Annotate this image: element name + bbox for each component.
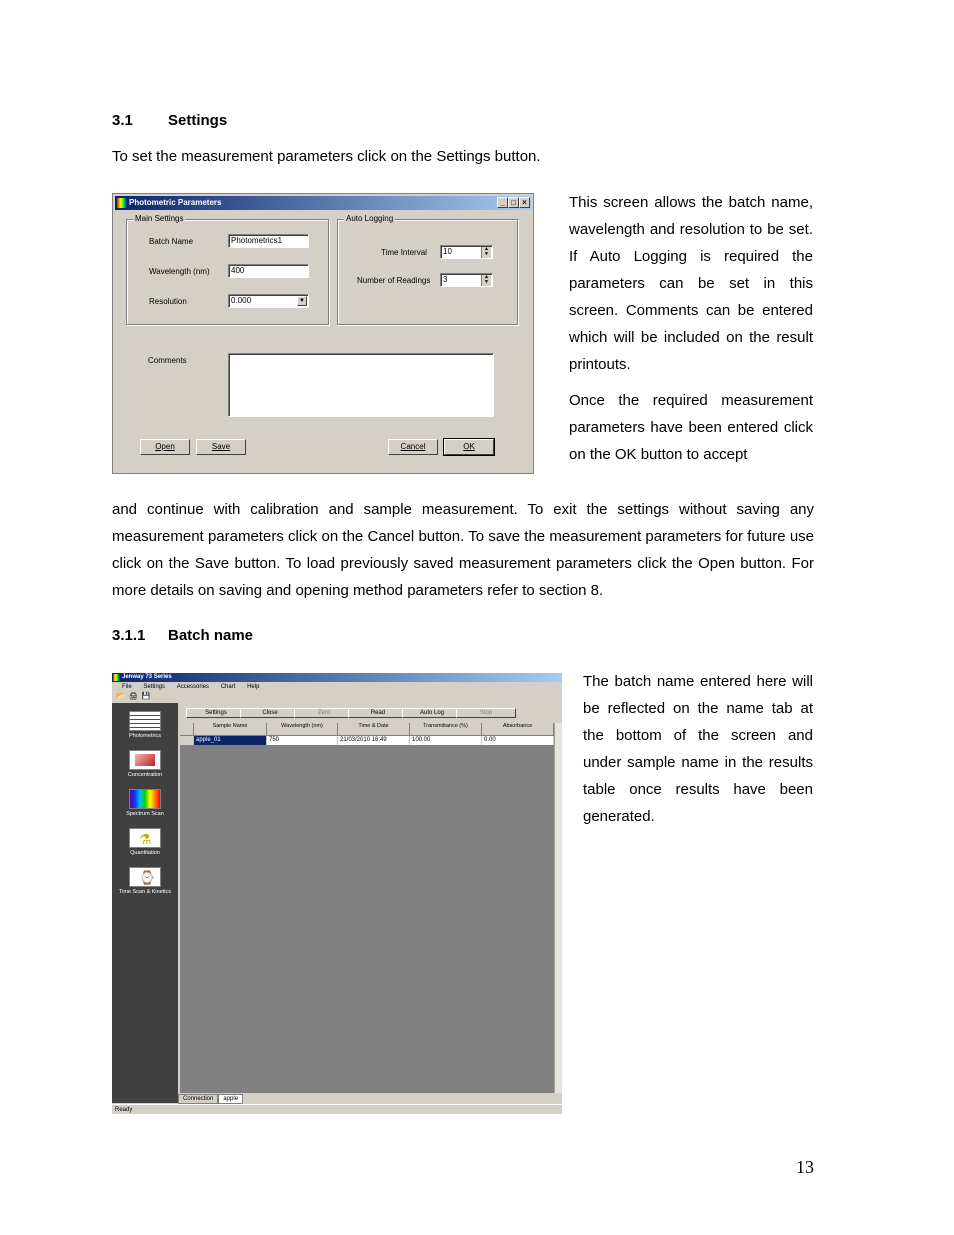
app-title-bar xyxy=(112,673,562,682)
app-title: Jenway 73 Series xyxy=(122,674,172,680)
time-scan-icon xyxy=(129,867,161,887)
time-interval-value: 10 xyxy=(443,247,452,256)
sidebar-item-label: Quantitation xyxy=(130,850,160,856)
close-button[interactable]: × xyxy=(519,197,530,208)
auto-logging-group xyxy=(337,214,518,325)
menu-accessories[interactable]: Accessories xyxy=(176,684,210,690)
sidebar-item-label: Concentration xyxy=(127,772,163,778)
concentration-icon xyxy=(129,750,161,770)
minimize-button[interactable]: _ xyxy=(497,197,508,208)
subsection-heading xyxy=(112,627,253,644)
batch-name-label: Batch Name xyxy=(149,237,194,246)
comments-textarea[interactable] xyxy=(228,353,494,417)
app-icon xyxy=(117,198,127,208)
column-header[interactable]: Wavelength (nm) xyxy=(267,723,338,736)
auto-logging-label: Auto Logging xyxy=(346,214,394,223)
toolbar-icons[interactable]: 📂🖨💾 xyxy=(116,693,155,700)
tab-batch[interactable]: apple xyxy=(218,1094,243,1104)
section-title: Settings xyxy=(168,112,228,129)
column-header[interactable]: Transmittance (%) xyxy=(410,723,482,736)
mode-sidebar xyxy=(112,703,178,1103)
dialog-title-bar xyxy=(115,196,531,210)
spin-arrows-icon[interactable]: ▲ ▼ xyxy=(481,275,491,286)
table-cell[interactable]: 21/03/2010 16:49 xyxy=(338,736,410,745)
sidebar-item-label: Time Scan & Kinetics xyxy=(118,889,172,895)
open-button[interactable]: Open xyxy=(140,439,190,455)
cancel-button[interactable]: Cancel xyxy=(388,439,438,455)
section-number: 3.1 xyxy=(112,112,133,129)
section-heading xyxy=(112,112,227,129)
results-table xyxy=(180,723,554,1093)
column-header[interactable]: Sample Name xyxy=(194,723,267,736)
table-cell[interactable]: apple_01 xyxy=(194,736,267,745)
table-cell[interactable]: 750 xyxy=(267,736,338,745)
read-button[interactable]: Read xyxy=(348,708,408,718)
photometric-parameters-dialog xyxy=(112,193,534,474)
menu-file[interactable]: File xyxy=(122,684,132,690)
sidebar-item-time-scan[interactable] xyxy=(112,867,178,895)
dialog-title: Photometric Parameters xyxy=(129,198,222,207)
batch-name-description: The batch name entered here will be reflected on the name tab at the bottom of the screen and under sample name in the results table once results have been generated. xyxy=(583,673,813,825)
subsection-number: 3.1.1 xyxy=(112,627,146,644)
menu-help[interactable]: Help xyxy=(247,684,260,690)
sidebar-item-label: Photometrics xyxy=(128,733,162,739)
sidebar-item-label: Spectrum Scan xyxy=(126,811,164,817)
row-header-cell xyxy=(180,736,194,745)
spectrum-scan-icon xyxy=(129,789,161,809)
quantitation-icon xyxy=(129,828,161,848)
time-interval-stepper[interactable] xyxy=(440,245,493,259)
vertical-scrollbar[interactable] xyxy=(554,723,562,1093)
save-button[interactable]: Save xyxy=(196,439,246,455)
comments-label: Comments xyxy=(148,356,187,365)
sidebar-item-concentration[interactable] xyxy=(112,750,178,778)
batch-name-input[interactable]: Photometrics1 xyxy=(228,234,309,248)
column-header[interactable]: Time & Date xyxy=(338,723,410,736)
status-bar: Ready xyxy=(112,1104,562,1114)
subsection-title: Batch name xyxy=(168,627,254,644)
ok-button[interactable]: OK xyxy=(444,439,494,455)
menu-settings[interactable]: Settings xyxy=(143,684,166,690)
wavelength-input[interactable]: 400 xyxy=(228,264,309,278)
number-of-readings-label: Number of Readings xyxy=(357,276,431,285)
time-interval-label: Time Interval xyxy=(381,248,427,257)
resolution-select[interactable] xyxy=(228,294,309,308)
bottom-tabs xyxy=(178,1094,243,1103)
resolution-value: 0.000 xyxy=(231,296,252,305)
app-icon xyxy=(113,674,120,681)
tab-connection[interactable]: Connection xyxy=(178,1094,218,1104)
sidebar-item-spectrum-scan[interactable] xyxy=(112,789,178,817)
column-header[interactable]: Absorbance xyxy=(482,723,554,736)
number-of-readings-stepper[interactable] xyxy=(440,273,493,287)
zero-button[interactable]: Zero xyxy=(294,708,354,718)
row-header-cell xyxy=(180,723,194,736)
photometrics-icon xyxy=(129,711,161,731)
sidebar-item-quantitation[interactable] xyxy=(112,828,178,856)
menu-bar xyxy=(112,682,562,692)
table-cell[interactable]: 0.00 xyxy=(482,736,554,745)
continued-paragraph: and continue with calibration and sample measurement. To exit the settings without saving any measurement parameters click on the Cancel button. To save the measurement parameters for future use click on the Save button. To load previously saved measurement parameters click the Open button. For more details on saving and opening method parameters refer to section 8. xyxy=(112,501,814,599)
table-header xyxy=(180,723,554,736)
page-number: 13 xyxy=(796,1157,814,1177)
jenway-app-window xyxy=(112,673,562,1114)
auto-log-button[interactable]: Auto Log xyxy=(402,708,462,718)
close-mode-button[interactable]: Close xyxy=(240,708,300,718)
menu-chart[interactable]: Chart xyxy=(220,684,236,690)
intro-paragraph: To set the measurement parameters click on the Settings button. xyxy=(112,148,541,165)
settings-button[interactable]: Settings xyxy=(186,708,246,718)
main-settings-group xyxy=(126,214,329,325)
spin-arrows-icon[interactable]: ▲ ▼ xyxy=(481,247,491,258)
dialog-instructions: Once the required measurement parameters have been entered click on the OK button to accept xyxy=(569,392,813,463)
sidebar-item-photometrics[interactable] xyxy=(112,711,178,739)
main-settings-label: Main Settings xyxy=(135,214,184,223)
wavelength-label: Wavelength (nm) xyxy=(149,267,210,276)
number-of-readings-value: 3 xyxy=(443,275,448,284)
dialog-description: This screen allows the batch name, wavelength and resolution to be set. If Auto Logging is required the parameters can be set in this screen. Comments can be entered which will be included on the result printouts. xyxy=(569,194,813,373)
chevron-down-icon[interactable]: ▼ xyxy=(297,296,307,306)
table-cell[interactable]: 100.00 xyxy=(410,736,482,745)
maximize-button[interactable]: □ xyxy=(508,197,519,208)
stop-button[interactable]: Stop xyxy=(456,708,516,718)
resolution-label: Resolution xyxy=(149,297,187,306)
table-row[interactable] xyxy=(180,736,554,745)
